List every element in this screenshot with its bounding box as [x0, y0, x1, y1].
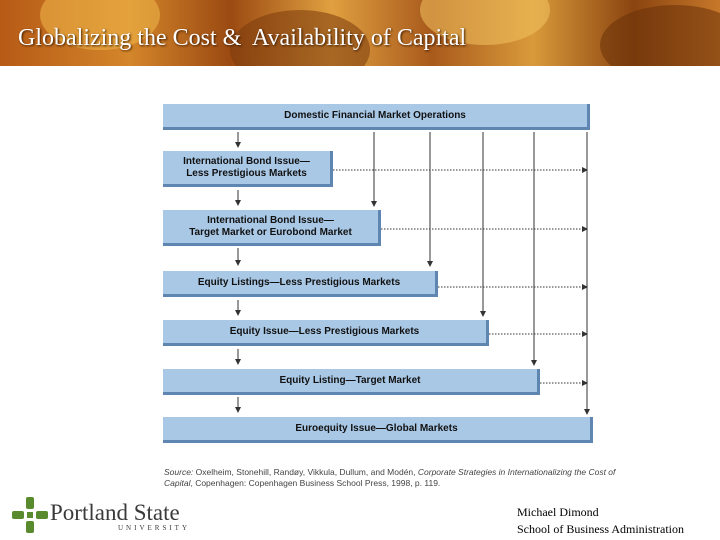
box-euroequity-issue-global [163, 417, 593, 443]
box-equity-listing-target-market [163, 369, 540, 395]
author-department: School of Business Administration [517, 522, 685, 536]
author-name: Michael Dimond [517, 505, 599, 519]
box-label: International Bond Issue— Less Prestigious Markets [183, 155, 310, 179]
box-label: Equity Listing—Target Market [279, 374, 421, 386]
author-credit [517, 504, 684, 538]
box-label: Equity Issue—Less Prestigious Markets [229, 325, 420, 337]
university-name: Portland State [50, 500, 180, 525]
box-domestic-operations [163, 104, 590, 130]
portland-state-logo-icon [10, 495, 50, 535]
university-subtitle: UNIVERSITY [118, 524, 190, 532]
box-label: Domestic Financial Market Operations [284, 109, 466, 121]
box-intl-bond-target-market [163, 210, 381, 246]
box-equity-listings-less-prestigious [163, 271, 438, 297]
box-label: Equity Listings—Less Prestigious Markets [197, 276, 401, 288]
box-label: Euroequity Issue—Global Markets [295, 422, 458, 434]
slide-title: Globalizing the Cost & Availability of Capital [18, 25, 467, 51]
box-intl-bond-less-prestigious [163, 151, 333, 187]
source-citation: Source: Oxelheim, Stonehill, Randøy, Vikkula, Dullum, and Modén, Corporate Strategies in Internationalizing the Cost of Capital, Copenhagen: Copenhagen Business School Press, 1998, p. 119. [164, 467, 616, 488]
box-label: International Bond Issue— Target Market or Eurobond Market [189, 214, 352, 238]
box-equity-issue-less-prestigious [163, 320, 489, 346]
